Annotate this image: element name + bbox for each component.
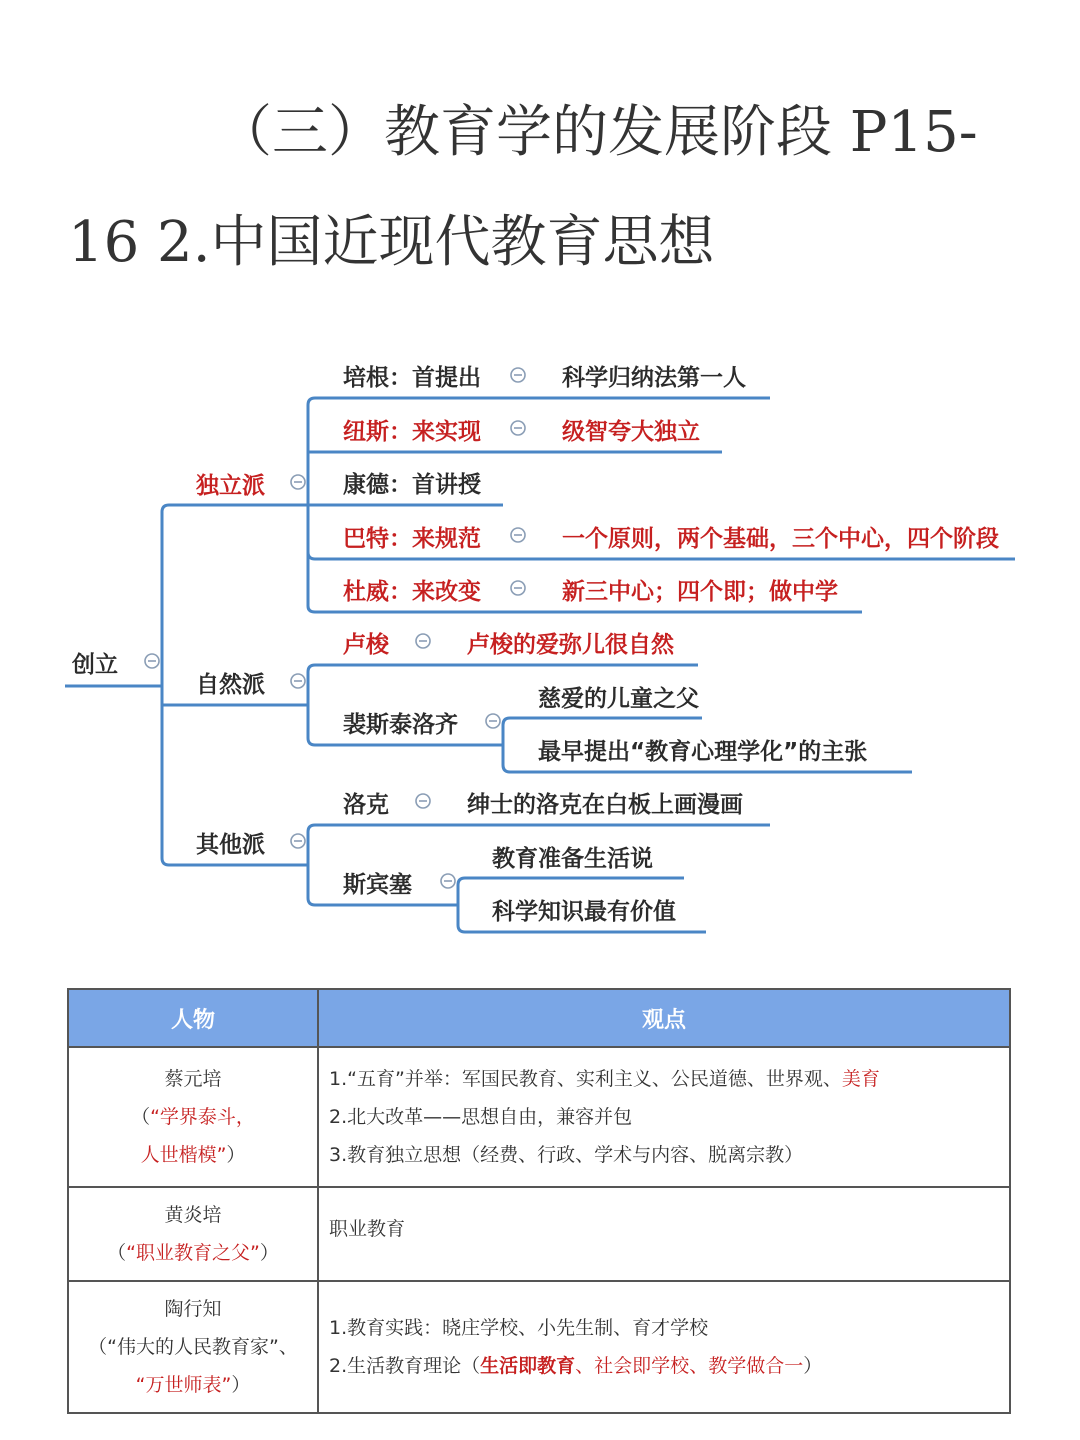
node-dewey: 杜威：来改变 <box>343 579 481 605</box>
person-cell <box>68 1187 318 1281</box>
collapse-icon[interactable] <box>511 368 525 382</box>
header-view: 观点 <box>318 989 1010 1047</box>
person-title: （“学界泰斗， <box>131 1106 255 1128</box>
collapse-icon[interactable] <box>145 654 159 668</box>
table-row <box>68 1187 1010 1281</box>
person-name: 蔡元培 <box>164 1068 222 1090</box>
person-name: 黄炎培 <box>164 1204 222 1226</box>
person-cell <box>68 1281 318 1413</box>
branch-other: 其他派 <box>196 832 265 858</box>
table-header-row <box>68 989 1010 1047</box>
thinkers-table <box>67 988 1011 1414</box>
node-comenius-detail: 级智夸大独立 <box>562 419 700 445</box>
node-pestalozzi-detail-2: 最早提出“教育心理学化”的主张 <box>538 739 868 765</box>
person-title: （“伟大的人民教育家”、 <box>88 1336 298 1358</box>
view-point: 2.生活教育理论（生活即教育、社会即学校、教学做合一） <box>329 1355 823 1377</box>
node-dewey-detail: 新三中心；四个即；做中学 <box>562 579 838 605</box>
view-point: 3.教育独立思想（经费、行政、学术与内容、脱离宗教） <box>329 1144 804 1166</box>
header-person: 人物 <box>68 989 318 1047</box>
node-spencer-detail-2: 科学知识最有价值 <box>492 899 676 925</box>
view-cell <box>318 1047 1010 1187</box>
node-kant: 康德：首讲授 <box>343 472 481 498</box>
person-title: （“职业教育之父”） <box>107 1242 279 1264</box>
node-herbart-detail: 一个原则，两个基础，三个中心，四个阶段 <box>562 526 999 552</box>
person-cell <box>68 1047 318 1187</box>
node-comenius: 纽斯：来实现 <box>343 419 481 445</box>
view-point: 职业教育 <box>329 1218 406 1240</box>
view-point: 2.北大改革——思想自由，兼容并包 <box>329 1106 633 1128</box>
node-spencer-detail-1: 教育准备生活说 <box>492 846 653 872</box>
node-rousseau: 卢梭 <box>343 632 389 658</box>
person-title: “万世师表”） <box>135 1374 251 1396</box>
node-bacon-detail: 科学归纳法第一人 <box>562 365 746 391</box>
collapse-icon[interactable] <box>416 634 430 648</box>
node-herbart: 巴特：来规范 <box>343 526 481 552</box>
collapse-icon[interactable] <box>291 475 305 489</box>
view-point: 1.“五育”并举：军国民教育、实利主义、公民道德、世界观、美育 <box>329 1068 880 1090</box>
collapse-icon[interactable] <box>416 794 430 808</box>
view-point: 1.教育实践：晓庄学校、小先生制、育才学校 <box>329 1317 709 1339</box>
collapse-icon[interactable] <box>486 714 500 728</box>
collapse-icon[interactable] <box>441 874 455 888</box>
branch-natural: 自然派 <box>196 672 265 698</box>
node-locke: 洛克 <box>343 792 389 818</box>
collapse-icon[interactable] <box>511 581 525 595</box>
node-spencer: 斯宾塞 <box>343 872 412 898</box>
table-row <box>68 1281 1010 1413</box>
node-pestalozzi: 裴斯泰洛齐 <box>343 712 458 738</box>
node-pestalozzi-detail-1: 慈爱的儿童之父 <box>538 686 699 712</box>
person-name: 陶行知 <box>164 1298 222 1320</box>
table-row <box>68 1047 1010 1187</box>
page-title: （三）教育学的发展阶段 P15-16 2.中国近现代教育思想 <box>68 100 978 275</box>
person-title: 人世楷模”） <box>140 1144 246 1166</box>
mindmap-root: 创立 <box>72 652 118 678</box>
view-cell <box>318 1187 1010 1281</box>
collapse-icon[interactable] <box>511 528 525 542</box>
collapse-icon[interactable] <box>291 834 305 848</box>
view-cell <box>318 1281 1010 1413</box>
branch-independent: 独立派 <box>196 473 265 499</box>
collapse-icon[interactable] <box>291 674 305 688</box>
node-rousseau-detail: 卢梭的爱弥儿很自然 <box>467 632 674 658</box>
node-locke-detail: 绅士的洛克在白板上画漫画 <box>467 792 743 818</box>
node-bacon: 培根：首提出 <box>343 365 481 391</box>
collapse-icon[interactable] <box>511 421 525 435</box>
